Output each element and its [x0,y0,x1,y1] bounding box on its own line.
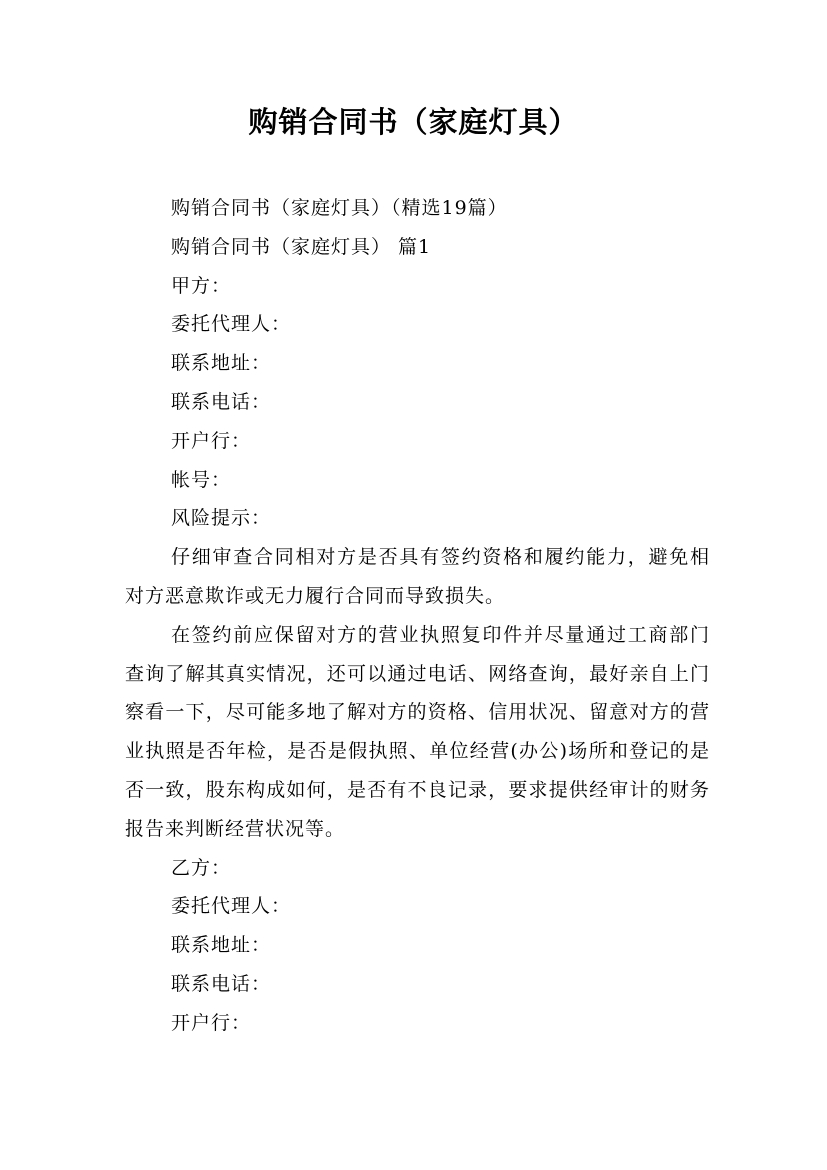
party-a-bank-field: 开户行： [171,429,252,452]
document-body [125,189,710,1043]
section-heading: 购销合同书（家庭灯具） 篇1 [171,235,432,258]
party-a-account-field: 帐号： [171,468,232,491]
party-a-phone-field: 联系电话： [171,390,272,413]
party-b-address-field: 联系地址： [171,934,272,957]
party-b-label: 乙方： [171,856,232,879]
risk-notice-heading: 风险提示： [171,507,272,530]
party-b-phone-field: 联系电话： [171,972,272,995]
subtitle-line: 购销合同书（家庭灯具）（精选19篇） [171,197,508,219]
party-a-agent-field: 委托代理人： [171,313,292,336]
document-title: 购销合同书（家庭灯具） [248,105,579,139]
risk-notice-paragraph-2: 在签约前应保留对方的营业执照复印件并尽量通过工商部门查询了解其真实情况，还可以通过电话、网络查询，最好亲自上门察看一下，尽可能多地了解对方的资格、信用状况、留意对方的营业执照是否年检，是否是假执照、单位经营(办公)场所和登记的是否一致，股东构成如何，是否有不良记录，要求提供经审计的财务报告来判断经营状况等。 [125,623,710,840]
party-b-agent-field: 委托代理人： [171,895,292,918]
party-a-address-field: 联系地址： [171,352,272,375]
party-b-bank-field: 开户行： [171,1011,252,1034]
risk-notice-paragraph-1: 仔细审查合同相对方是否具有签约资格和履约能力，避免相对方恶意欺诈或无力履行合同而导致损失。 [125,546,710,607]
party-a-label: 甲方： [171,274,232,297]
